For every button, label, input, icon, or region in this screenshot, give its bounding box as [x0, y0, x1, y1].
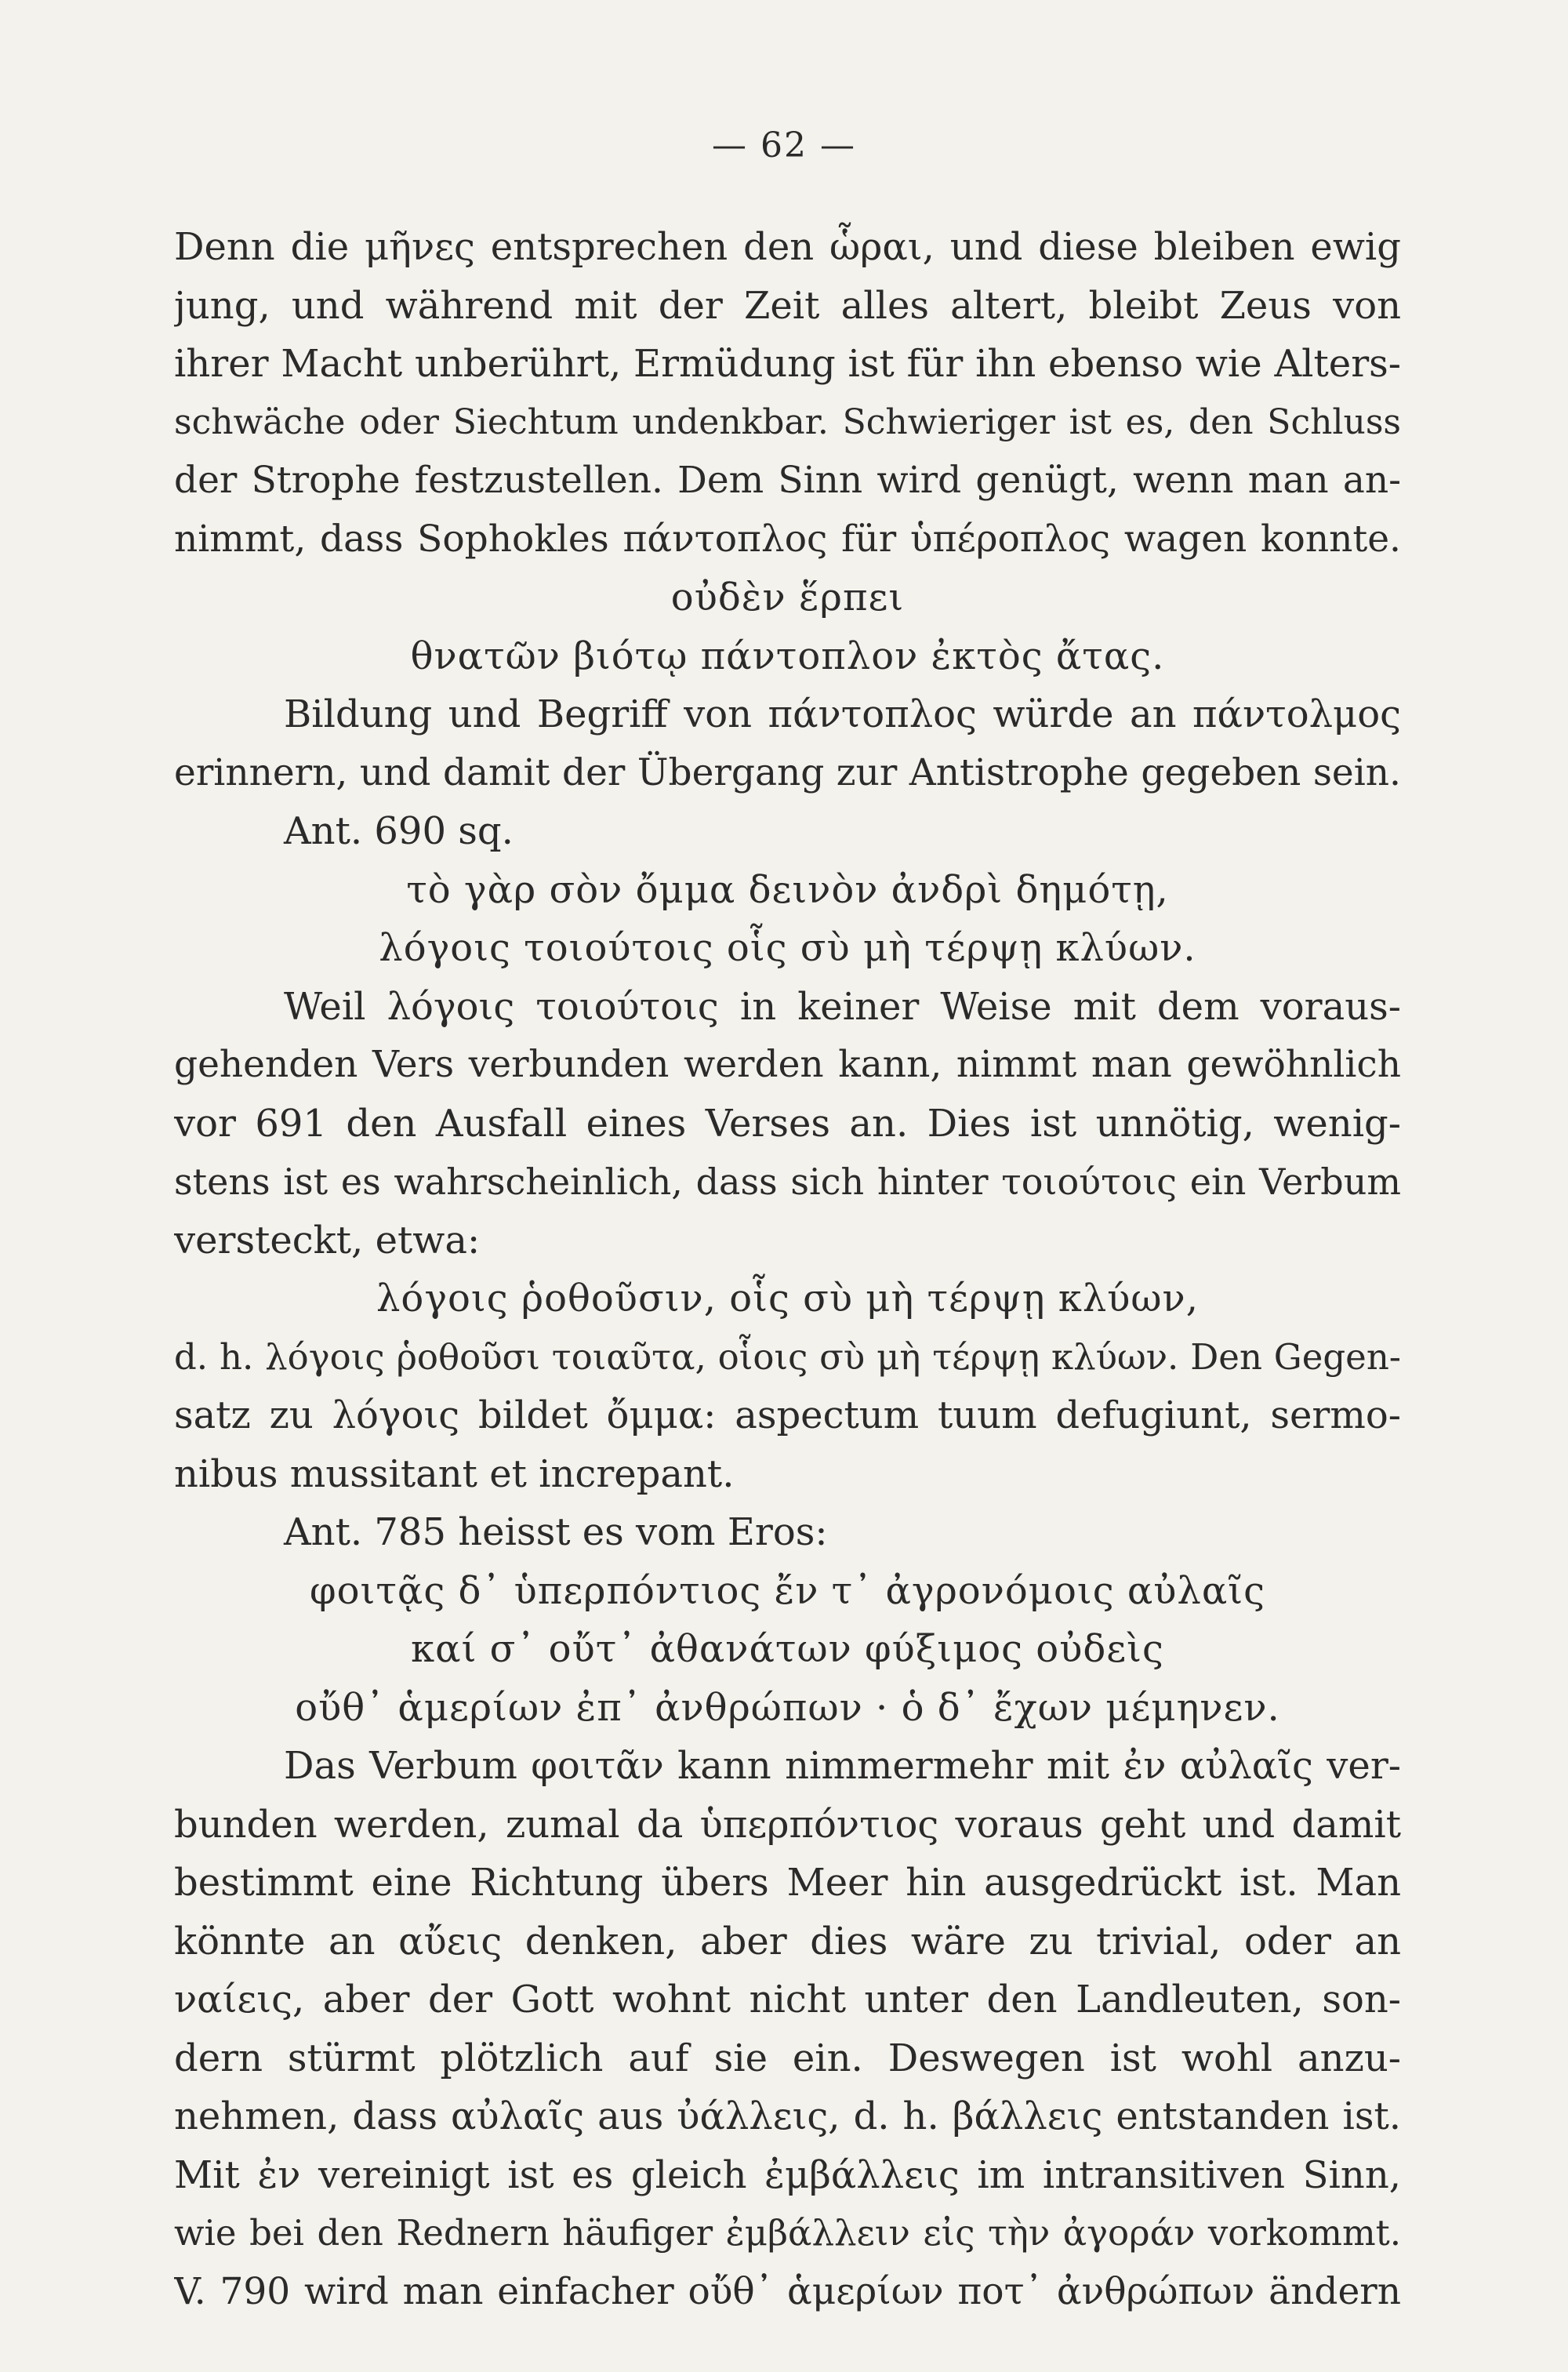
- page-number: — 62 —: [712, 125, 856, 165]
- greek-verse-line: καί σ᾽ οὔτ᾽ ἀθανάτων φύξιμος οὐδεὶς: [411, 1627, 1164, 1671]
- text-line: erinnern, und damit der Übergang zur Antistrophe gegeben sein.: [174, 750, 1401, 794]
- text-line: vor 691 den Ausfall eines Verses an. Dies ist unnötig, wenig-: [174, 1101, 1401, 1146]
- text-line: der Strophe festzustellen. Dem Sinn wird genügt, wenn man an-: [174, 459, 1401, 502]
- text-line: Weil λόγοις τοιούτοις in keiner Weise mit dem voraus-: [284, 984, 1401, 1029]
- text-line: schwäche oder Siechtum undenkbar. Schwieriger ist es, den Schluss: [174, 401, 1401, 442]
- text-line: Ant. 690 sq.: [284, 809, 514, 853]
- greek-verse-line: θνατῶν βιότῳ πάντοπλον ἐκτὸς ἄτας.: [410, 634, 1165, 678]
- text-line: d. h. λόγοις ῥοθοῦσι τοιαῦτα, οἷοις σὺ μὴ τέρψῃ κλύων. Den Gegen-: [174, 1335, 1401, 1378]
- text-line: ναίεις, aber der Gott wohnt nicht unter den Landleuten, son-: [174, 1978, 1401, 2021]
- text-line: Bildung und Begriff von πάντοπλος würde an πάντολμος: [284, 692, 1401, 736]
- text-line: nehmen, dass αὐλαῖς aus ὐάλλεις, d. h. βάλλεις entstanden ist.: [174, 2094, 1401, 2138]
- greek-verse-line: οὐδὲν ἕρπει: [670, 576, 905, 619]
- text-line: Das Verbum φοιτᾶν kann nimmermehr mit ἐν αὐλαῖς ver-: [284, 1744, 1401, 1788]
- text-line: nibus mussitant et increpant.: [174, 1451, 735, 1496]
- text-line: stens ist es wahrscheinlich, dass sich hinter τοιούτοις ein Verbum: [174, 1161, 1401, 1203]
- text-line: gehenden Vers verbunden werden kann, nimmt man gewöhnlich: [174, 1043, 1401, 1086]
- text-line: ihrer Macht unberührt, Ermüdung ist für ihn ebenso wie Alters-: [174, 342, 1401, 386]
- text-line: nimmt, dass Sophokles πάντοπλος für ὑπέροπλος wagen konnte.: [174, 517, 1401, 561]
- greek-verse-line: οὔθ᾽ ἁμερίων ἐπ᾽ ἀνθρώπων · ὁ δ᾽ ἔχων μέμηνεν.: [295, 1685, 1280, 1730]
- text-line: Mit ἐν vereinigt ist es gleich ἐμβάλλεις im intransitiven Sinn,: [174, 2152, 1401, 2197]
- greek-verse-line: φοιτᾷς δ᾽ ὑπερπόντιος ἔν τ᾽ ἀγρονόμοις αὐλαῖς: [310, 1568, 1265, 1613]
- text-line: bestimmt eine Richtung übers Meer hin ausgedrückt ist. Man: [174, 1861, 1401, 1905]
- greek-verse-line: λόγοις ῥοθοῦσιν, οἷς σὺ μὴ τέρψῃ κλύων,: [376, 1277, 1199, 1320]
- text-line: V. 790 wird man einfacher οὔθ᾽ ἁμερίων ποτ᾽ ἀνθρώπων ändern: [174, 2269, 1401, 2313]
- greek-verse-line: τὸ γὰρ σὸν ὄμμα δεινὸν ἀνδρὶ δημότῃ,: [406, 867, 1169, 912]
- text-line: jung, und während mit der Zeit alles altert, bleibt Zeus von: [174, 283, 1401, 328]
- text-line: Ant. 785 heisst es vom Eros:: [284, 1510, 828, 1554]
- text-line: bunden werden, zumal da ὑπερπόντιος voraus geht und damit: [174, 1802, 1401, 1847]
- body-text: [174, 218, 1401, 2321]
- text-line: Denn die μῆνες entsprechen den ὧραι, und diese bleiben ewig: [174, 225, 1401, 269]
- text-line: könnte an αὔεις denken, aber dies wäre zu trivial, oder an: [174, 1919, 1401, 1963]
- text-line: wie bei den Rednern häufiger ἐμβάλλειν εἰς τὴν ἀγοράν vorkommt.: [174, 2212, 1401, 2254]
- text-line: dern stürmt plötzlich auf sie ein. Deswegen ist wohl anzu-: [174, 2036, 1401, 2080]
- text-line: versteckt, etwa:: [174, 1218, 481, 1262]
- greek-verse-line: λόγοις τοιούτοις οἷς σὺ μὴ τέρψῃ κλύων.: [379, 926, 1196, 970]
- text-line: satz zu λόγοις bildet ὄμμα: aspectum tuum defugiunt, sermo-: [174, 1393, 1401, 1437]
